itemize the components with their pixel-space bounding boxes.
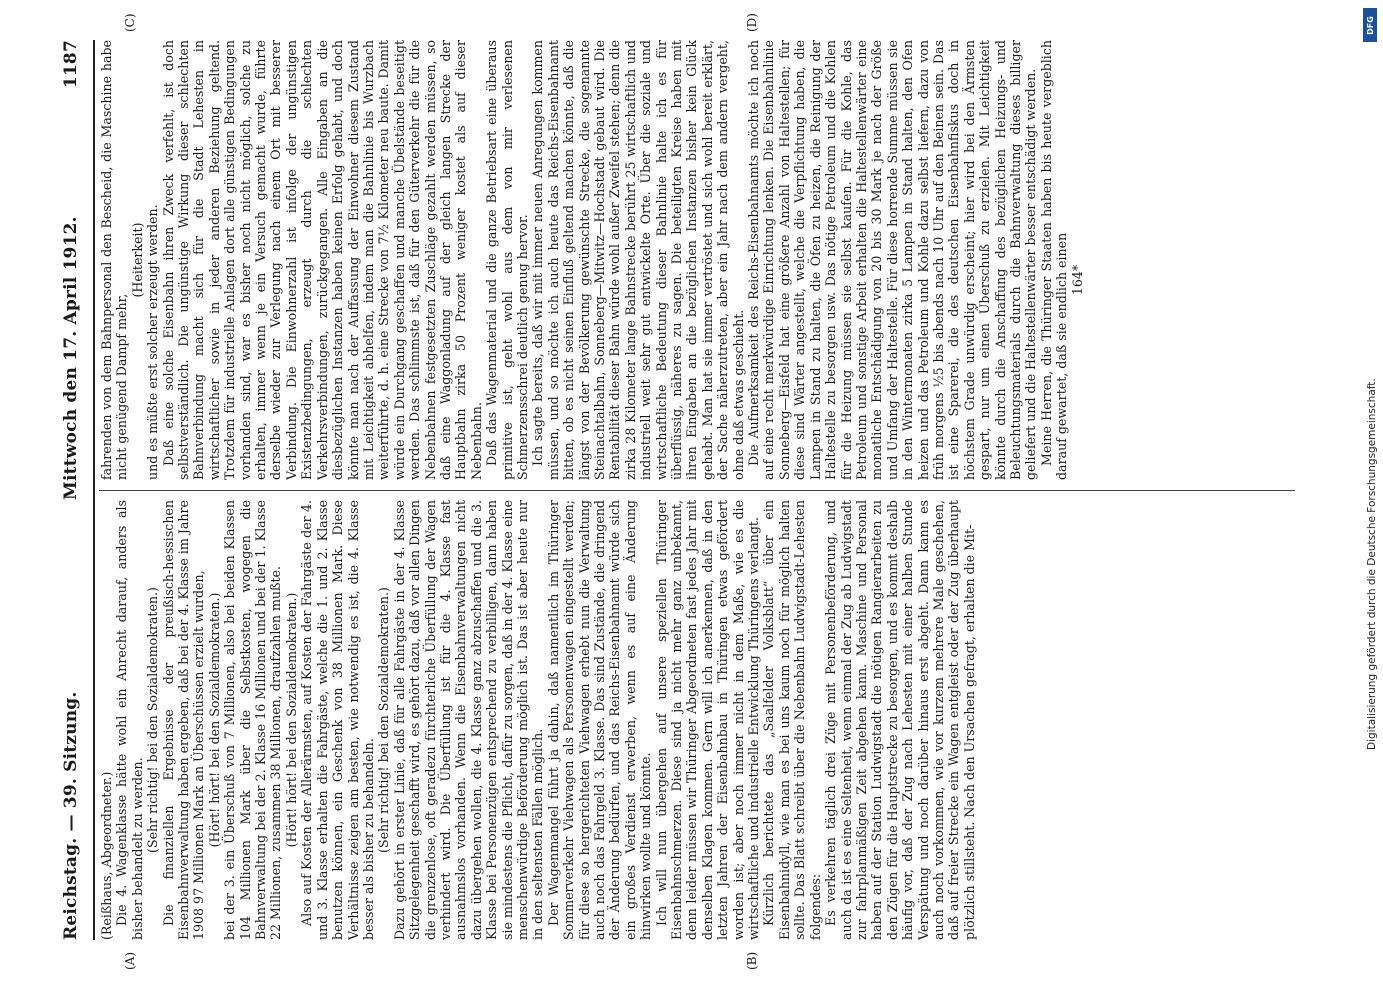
paragraph: Dazu gehört in erster Linie, daß für alle Fahrgäste in der 4. Klasse Sitzgelegenheit geschafft wird, es gehört dazu, daß vor allen Dingen die grenzenlose, oft geradezu fürchterliche Überfüllung der Wagen verhindert wird. Die Überfüllung ist für die 4. Klasse fast ausnahmslos vorhanden. Wenn die Eisenbahnverwaltungen nicht dazu übergehen wollen, die 4. Klasse ganz abzuschaffen und die 3. Klasse bei Personenzügen entsprechend zu verbilligen, dann haben sie mindestens die Pflicht, dafür zu sorgen, daß in der 4. Klasse eine menschenwürdige Beförderung möglich ist. Das ist aber heute nur in den seltensten Fällen möglich.: [391, 500, 546, 940]
header-rule: [93, 40, 95, 940]
paragraph: (Reißhaus, Abgeordneter.): [99, 771, 114, 940]
paragraph: Die finanziellen Ergebnisse der preußisch-hessischen Eisenbahnverwaltung haben ergeben, daß bei der 4. Klasse im Jahre 1908 97 Millionen Mark an Überschüssen erzielt wurden,: [160, 500, 207, 940]
paragraph: fahrenden von dem Bahnpersonal den Bescheid, die Maschine habe nicht genügend Dampf mehr,: [99, 40, 130, 480]
paragraph: und es müßte erst solcher erzeugt werden.: [145, 204, 161, 480]
running-header: [55, 40, 89, 940]
paragraph: Also auf Kosten der Allerärmsten, auf Kosten der Fahrgäste der 4. und 3. Klasse erhalten die Fahrgäste, welche die 1. und 2. Klasse benutzen können, ein Geschenk von 38 Millionen Mark. Diese Verhältnisse zeigen am besten, wie notwendig es ist, die 4. Klasse besser als bisher zu behandeln.: [299, 500, 376, 940]
interjection: (Heiterkeit): [129, 222, 145, 298]
paragraph: Meine Herren, die Thüringer Staaten haben bis heute vergeblich darauf gewartet, daß sie endlich einen: [1038, 40, 1070, 480]
margin-mark-a: (A): [123, 951, 137, 970]
interjection: (Sehr richtig! bei den Sozialdemokraten.): [145, 587, 161, 853]
page-number: 1187: [61, 40, 81, 89]
interjection: (Hört! hört! bei den Sozialdemokraten.): [206, 592, 222, 848]
margin-mark-d: (D): [745, 13, 759, 32]
paragraph: bei der 3. ein Überschuß von 7 Millionen, also bei beiden Klassen 104 Millionen Mark über die Selbstkosten, wogegen die Bahnverwaltung bei der 2. Klasse 16 Millionen und bei der 1. Klasse 22 Millionen, zusammen 38 Millionen, draufzahlen mußte.: [222, 500, 284, 940]
interjection: (Hört! hört! bei den Sozialdemokraten.): [283, 592, 299, 848]
margin-mark-c: (C): [123, 13, 137, 32]
text-column-left: [99, 500, 1297, 940]
header-session: Reichstag. — 39. Sitzung.: [61, 691, 81, 940]
paragraph: Die 4. Wagenklasse hätte wohl ein Anrecht darauf, anders als bisher behandelt zu werden.: [114, 500, 145, 940]
header-date: Mittwoch den 17. April 1912.: [61, 216, 81, 500]
text-column-right: [99, 40, 1297, 480]
paragraph: Daß eine solche Eisenbahn ihren Zweck verfehlt, ist doch selbstverständlich. Die ungünstige Wirkung dieser schlechten Bahnverbindung macht sich für die Stadt Lehesten in wirtschaftlicher sowie in jeder anderen Beziehung geltend. Trotzdem für industrielle Anlagen dort alle günstigen Bedingungen vorhanden sind, war es bisher noch nicht möglich, solche zu erhalten, immer wenn je ein Versuch gemacht wurde, führte derselbe wieder zur Verlegung nach einem Ort mit besserer Verbindung. Die Einwohnerzahl ist infolge der ungünstigen Existenzbedingungen, erzeugt durch die schlechten Verkehrsverbindungen, zurückgegangen. Alle Eingaben an die diesbezüglichen Instanzen haben keinen Erfolg gehabt, und doch könnte man nach der Auffassung der Einwohner diesem Zustand mit Leichtigkeit abhelfen, indem man die Bahnlinie bis Wurzbach weiterführte, d. h. eine Strecke von 7½ Kilometer neu baute. Damit würde ein Durchgang geschaffen und manche Übelstände beseitigt werden. Das schlimmste ist, daß für den Güterverkehr die für die Nebenbahnen festgesetzten Zuschläge gezahlt werden müssen, so daß eine Waggonladung auf der gleich langen Strecke der Hauptbahn zirka 50 Prozent weniger kostet als auf dieser Nebenbahn.: [160, 40, 484, 480]
column-divider: [99, 490, 1295, 491]
paragraph: Ich will nun übergehen auf unsere speziellen Thüringer Eisenbahnschmerzen. Diese sind ja nicht mehr ganz unbekannt, denn leider müssen wir Thüringer Abgeordneten fast jedes Jahr mit denselben Klagen kommen. Gern will ich anerkennen, daß in den letzten Jahren der Eisenbahnbau in Thüringen etwas gefördert worden ist; aber noch immer nicht in dem Maße, wie es die wirtschaftliche und industrielle Entwicklung Thüringens verlangt.: [653, 500, 762, 940]
margin-mark-b: (B): [745, 951, 759, 970]
dfg-logo-text: DFG: [1365, 15, 1375, 35]
interjection: (Sehr richtig! bei den Sozialdemokraten.): [376, 587, 392, 853]
digitization-credit: Digitalisierung gefördert durch die Deutsche Forschungsgemeinschaft.: [1366, 378, 1378, 750]
signature-mark: 164*: [1069, 264, 1085, 296]
document-page: [55, 0, 1305, 1000]
paragraph: Daß das Wagenmaterial und die ganze Betriebsart eine überaus primitive ist, geht wohl aus dem von mir verlesenen Schmerzensschrei deutlich genug hervor.: [484, 40, 530, 480]
paragraph: Kürzlich berichtete das „Saalfelder Volksblatt“ über ein Eisenbahnidyll, wie man es bei uns kaum noch für möglich halten sollte. Das Blatt schreibt über die Nebenbahn Ludwigstadt-Lehesten folgendes:: [761, 500, 823, 940]
paragraph: Die Aufmerksamkeit des Reichs-Eisenbahnamts möchte ich noch auf eine recht merkwürdige Einrichtung lenken. Die Eisenbahnlinie Sonneberg—Eisfeld hat eine größere Anzahl von Haltestellen; für diese sind Wärter angestellt, welche die Verpflichtung haben, die Lampen in Stand zu halten, die Öfen zu heizen, die Reinigung der Haltestelle zu besorgen usw. Das nötige Petroleum und die Kohlen für die Heizung müssen sie selbst kaufen. Für die Kohle, das Petroleum und sonstige Arbeit erhalten die Haltestellenwärter eine monatliche Entschädigung von 20 bis 30 Mark je nach der Größe und Umfang der Haltestelle. Für diese horrende Summe müssen sie in den Wintermonaten zirka 5 Lampen in Stand halten, den Ofen heizen und das Petroleum und Kohle dazu selbst liefern, dazu von früh morgens ½5 bis abends nach 10 Uhr auf den Beinen sein. Das ist eine Sparerei, die des deutschen Eisenbahnfiskus doch in höchstem Grade unwürdig erscheint; hier wird bei den Ärmsten gespart, nur um einen Überschuß zu erzielen. Mit Leichtigkeit könnte durch die Anschaffung des bezüglichen Heizungs- und Beleuchtungsmaterials durch die Bahnverwaltung dieses billiger geliefert und die Haltestellenwärter besser entschädigt werden.: [746, 40, 1039, 480]
paragraph: Ich sagte bereits, daß wir mit immer neuen Anregungen kommen müssen, und so möchte ich auch heute das Reichs-Eisenbahnamt bitten, ob es nicht seinen Einfluß geltend machen könnte, daß die längst von der Bevölkerung gewünschte Strecke, die sogenannte Steinachtalbahn, Sonneberg—Mitwitz—Hochstadt gebaut wird. Die Rentabilität dieser Bahn würde wohl außer Zweifel stehen; denn die zirka 28 Kilometer lange Bahnstrecke berührt 25 wirtschaftlich und industriell weit sehr gut entwickelte Orte. Über die soziale und wirtschaftliche Bedeutung dieser Bahnlinie halte ich es für überflüssig, näheres zu sagen. Die beteiligten Kreise haben mit ihren Eingaben an die bezüglichen Instanzen bisher kein Glück gehabt. Man hat sie immer vertröstet und sich wohl bereit erklärt, der Sache näherzutreten, aber ein Jahr nach dem andern vergeht, ohne daß etwas geschieht.: [530, 40, 746, 480]
dfg-logo: [1363, 8, 1377, 42]
paragraph: Der Wagenmangel führt ja dahin, daß namentlich im Thüringer Sommerverkehr Viehwagen als Personenwagen eingestellt werden; für diese so hergerichteten Viehwagen erhebt nun die Verwaltung auch noch das Fahrgeld 3. Klasse. Das sind Zustände, die dringend der Änderung bedürfen, und das Reichs-Eisenbahnamt würde sich ein großes Verdienst erwerben, wenn es auf eine Änderung hinwirken wollte und könnte.: [545, 500, 654, 940]
paragraph: Es verkehren täglich drei Züge mit Personenbeförderung, und auch da ist es eine Seltenheit, wenn einmal der Zug ab Ludwigstadt zur fahrplanmäßigen Zeit abgehen kann. Maschine und Personal haben auf der Station Ludwigstadt die nötigen Rangierarbeiten zu den Zügen für die Hauptstrecke zu besorgen, und es kommt deshalb häufig vor, daß der Zug nach Lehesten mit einer halben Stunde Verspätung und noch darüber hinaus erst abgeht. Dann kann es auch noch vorkommen, wie vor kurzem mehrere Male geschehen, daß auf freier Strecke ein Wagen entgleist oder der Zug überhaupt plötzlich stillsteht. Nach den Ursachen gefragt, erhalten die Mit-: [823, 500, 977, 940]
